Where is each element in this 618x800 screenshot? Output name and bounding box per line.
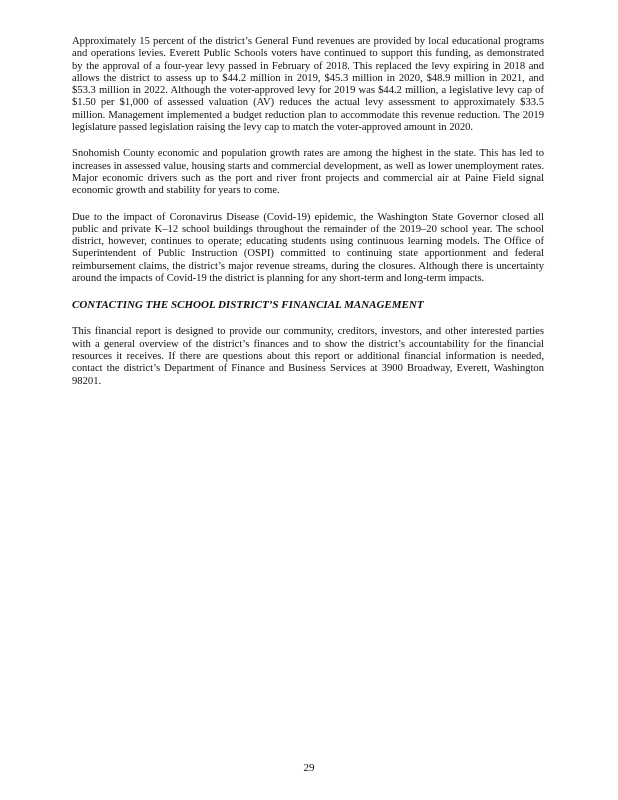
economic-growth-paragraph: Snohomish County economic and population growth rates are among the highest in the state. This has led to increases in assessed value, housing starts and commercial development, as well as lower unemployment rates. Major economic drivers such as the port and river front projects and commercial air at Paine Field signal economic growth and stability for years to come.: [72, 148, 544, 197]
section-heading: CONTACTING THE SCHOOL DISTRICT’S FINANCIAL MANAGEMENT: [72, 299, 424, 312]
contact-paragraph: This financial report is designed to provide our community, creditors, investors, and other interested parties with a general overview of the district’s finances and to show the district’s accountability for the financial resources it receives. If there are questions about this report or additional financial information is needed, contact the district’s Department of Finance and Business Services at 3900 Broadway, Everett, Washington 98201.: [72, 326, 544, 387]
levy-paragraph: Approximately 15 percent of the district’s General Fund revenues are provided by local educational programs and operations levies. Everett Public Schools voters have continued to support this funding, as demonstrated by the approval of a four-year levy passed in February of 2018. This replaced the levy expiring in 2018 and allows the district to assess up to $44.2 million in 2019, $45.3 million in 2020, $48.9 million in 2021, and $53.3 million in 2022. Although the voter-approved levy for 2019 was $44.2 million, a legislative levy cap of $1.50 per $1,000 of assessed valuation (AV) reduces the actual levy assessment to approximately $33.5 million. Management implemented a budget reduction plan to accommodate this revenue reduction. The 2019 legislature passed legislation raising the levy cap to match the voter-approved amount in 2020.: [72, 36, 544, 134]
page-number: 29: [303, 762, 315, 774]
document-body: [72, 36, 544, 402]
covid-impact-paragraph: Due to the impact of Coronavirus Disease (Covid-19) epidemic, the Washington State Governor closed all public and private K–12 school buildings throughout the remainder of the 2019–20 school year. The school district, however, continues to operate; educating students using continuous learning models. The Office of Superintendent of Public Instruction (OSPI) committed to continuing state apportionment and federal reimbursement claims, the district’s major revenue streams, during the closures. Although there is uncertainty around the impacts of Covid-19 the district is planning for any short-term and long-term impacts.: [72, 211, 544, 285]
